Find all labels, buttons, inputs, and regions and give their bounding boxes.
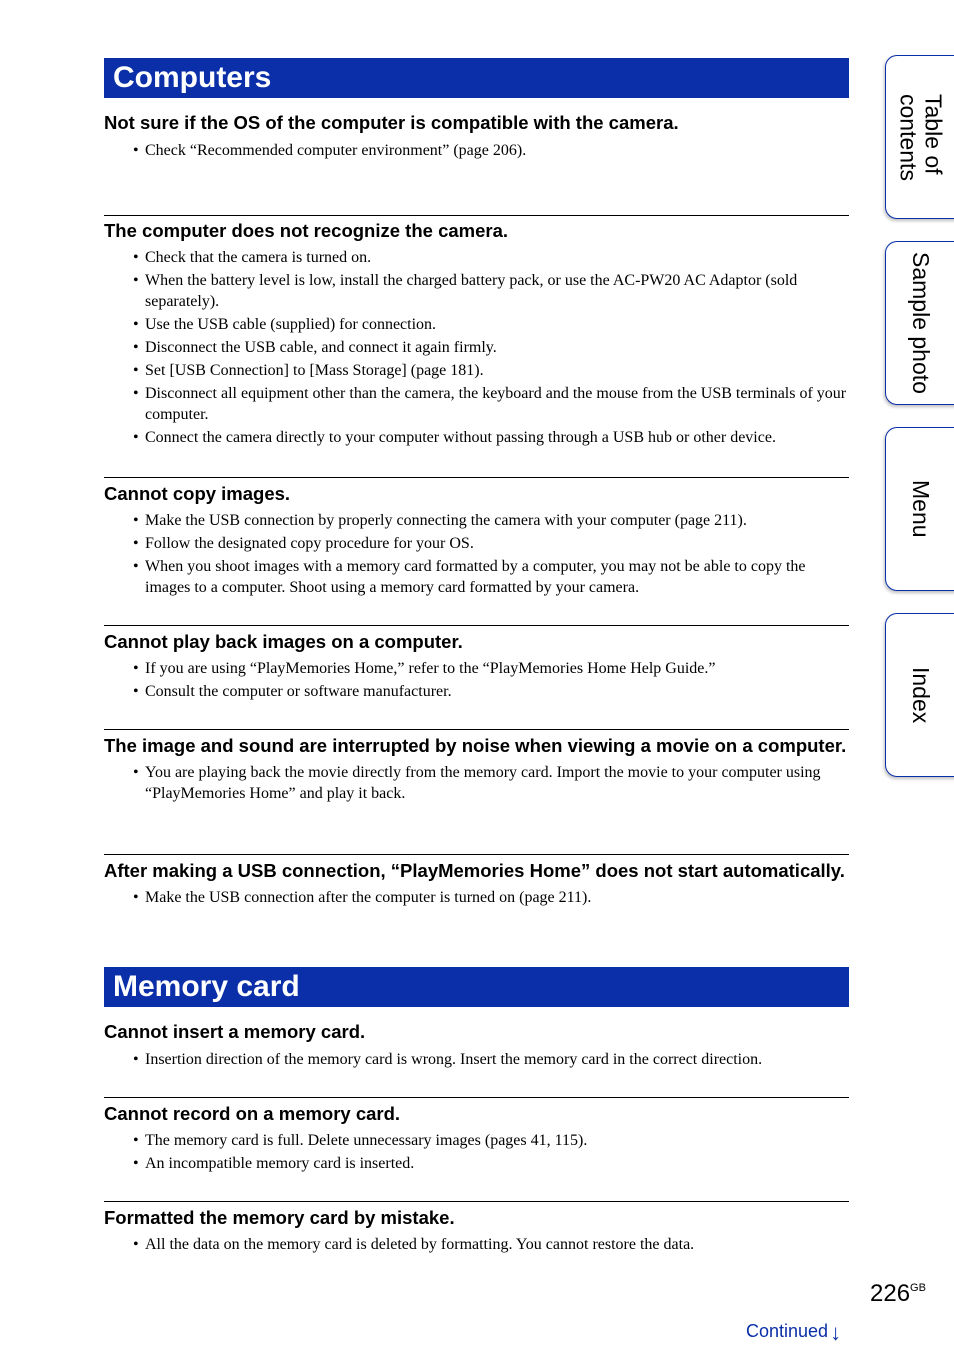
topic-title: After making a USB connection, “PlayMemories Home” does not start automatically. [104,860,845,881]
topic-title: Not sure if the OS of the computer is compatible with the camera. [104,112,679,133]
topic-not-recognized [104,215,849,477]
topic-title: The image and sound are interrupted by noise when viewing a movie on a computer. [104,735,847,756]
continued-link[interactable] [746,1317,841,1343]
list-item: • Insertion direction of the memory card is wrong. Insert the memory card in the correct direction. [133,1051,763,1068]
list-item: • You are playing back the movie directly from the memory card. Import the movie to your computer using “PlayMemories Home” and play it back. [133,764,821,802]
topic-cannot-insert [104,1007,849,1097]
tab-label: Sample photo [908,252,934,394]
list-item: • Set [USB Connection] to [Mass Storage] (page 181). [133,362,484,379]
list-item: • When you shoot images with a memory card formatted by a computer, you may not be able to copy the images to a computer. Shoot using a memory card formatted by your camera. [133,558,806,596]
arrow-down-icon: ↓ [830,1320,842,1345]
topic-os-compatibility [104,98,849,215]
list-item: • All the data on the memory card is deleted by formatting. You cannot restore the data. [133,1236,695,1253]
list-item: • Check “Recommended computer environment” (page 206). [133,142,527,159]
list-item: • Consult the computer or software manufacturer. [133,683,452,700]
topic-playmemories-autostart [104,854,849,967]
tab-label: Menu [908,480,934,538]
topic-title: Cannot record on a memory card. [104,1103,401,1124]
list-item: • The memory card is full. Delete unnecessary images (pages 41, 115). [133,1132,588,1149]
list-item: • When the battery level is low, install the charged battery pack, or use the AC-PW20 AC Adaptor (sold separately). [133,272,798,310]
list-item: • An incompatible memory card is inserted. [133,1155,415,1172]
topic-cannot-play-back [104,625,849,729]
list-item: • Connect the camera directly to your computer without passing through a USB hub or other device. [133,429,776,446]
list-item: • Follow the designated copy procedure for your OS. [133,535,474,552]
topic-formatted-by-mistake [104,1201,849,1271]
topic-title: Cannot copy images. [104,483,291,504]
tab-menu[interactable] [885,427,954,591]
tab-label: Index [908,666,934,724]
tab-sample-photo[interactable] [885,241,954,405]
list-item: • Check that the camera is turned on. [133,249,372,266]
section-header-memory-card: Memory card [104,967,849,1007]
list-item: • Use the USB cable (supplied) for connection. [133,316,437,333]
section-header-computers: Computers [104,58,849,98]
topic-title: Cannot play back images on a computer. [104,631,463,652]
tab-index[interactable] [885,613,954,777]
list-item: • Disconnect all equipment other than the camera, the keyboard and the mouse from the USB terminals of your computer. [133,385,847,423]
topic-title: Formatted the memory card by mistake. [104,1207,455,1228]
topic-title: The computer does not recognize the camera. [104,220,509,241]
tab-label: Table of contents [895,93,947,181]
list-item: • Disconnect the USB cable, and connect it again firmly. [133,339,497,356]
tab-table-of-contents[interactable] [885,55,954,219]
topic-cannot-record [104,1097,849,1201]
page-number: $226^{GB}$ [870,1280,926,1307]
topic-title: Cannot insert a memory card. [104,1021,366,1042]
list-item: • Make the USB connection after the computer is turned on (page 211). [133,889,592,906]
topic-movie-noise [104,729,849,854]
list-item: • If you are using “PlayMemories Home,” refer to the “PlayMemories Home Help Guide.” [133,660,716,677]
continued-label: Continued [746,1321,829,1341]
page-content [104,58,849,1271]
list-item: • Make the USB connection by properly connecting the camera with your computer (page 211). [133,512,747,529]
page-suffix: GB [910,1282,926,1294]
topic-cannot-copy [104,477,849,625]
